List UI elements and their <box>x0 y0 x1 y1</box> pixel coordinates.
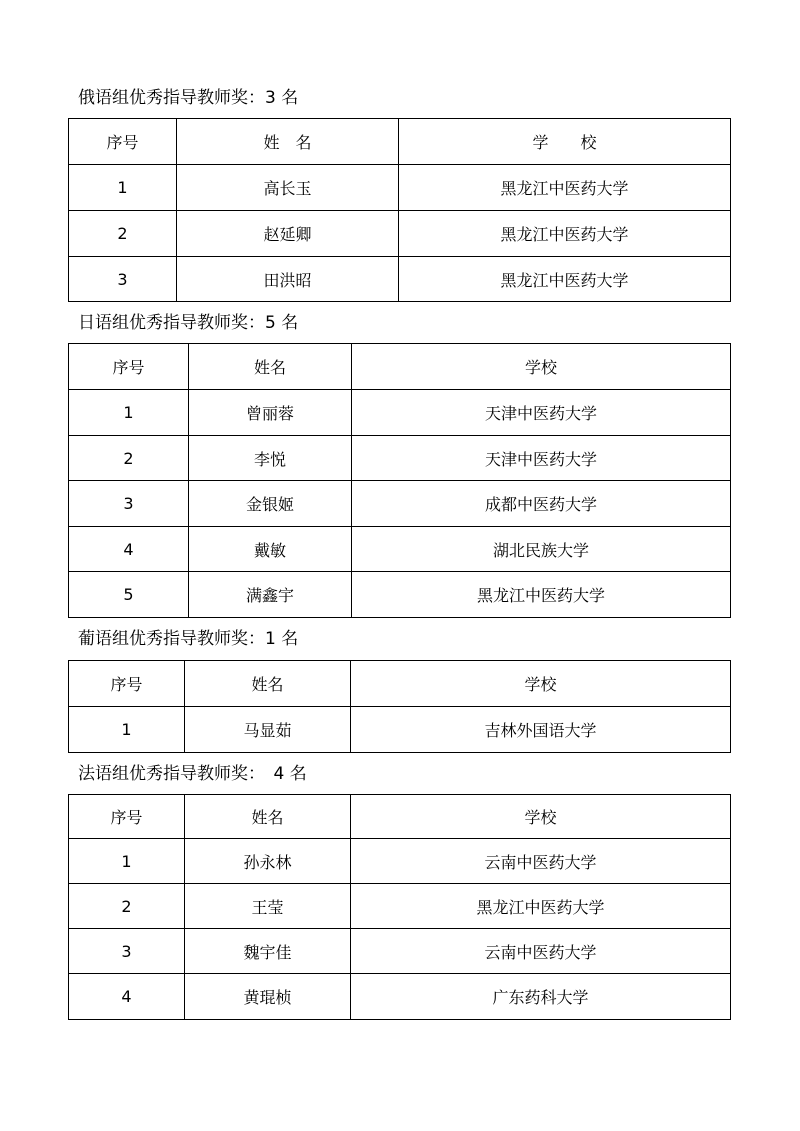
portuguese-award-table <box>68 660 731 753</box>
header-name: 姓名 <box>189 344 352 390</box>
header-school: 学校 <box>351 795 731 839</box>
cell-index: 2 <box>69 436 189 481</box>
cell-name: 孙永林 <box>185 839 351 884</box>
cell-name: 金银姬 <box>189 481 352 527</box>
cell-index: 5 <box>69 572 189 618</box>
cell-school: 黑龙江中医药大学 <box>351 884 731 929</box>
table-row <box>69 839 731 884</box>
japanese-award-table <box>68 343 731 618</box>
table-row <box>69 929 731 974</box>
cell-name: 戴敏 <box>189 527 352 572</box>
cell-index: 4 <box>69 974 185 1020</box>
cell-school: 广东药科大学 <box>351 974 731 1020</box>
table-row <box>69 211 731 257</box>
cell-index: 1 <box>69 707 185 753</box>
cell-index: 2 <box>69 884 185 929</box>
table-header-row <box>69 795 731 839</box>
header-index: 序号 <box>69 661 185 707</box>
russian-award-table <box>68 118 731 302</box>
table-row <box>69 481 731 527</box>
section-title-french: 法语组优秀指导教师奖： 4 名 <box>78 764 307 784</box>
header-name: 姓名 <box>185 795 351 839</box>
table-row <box>69 707 731 753</box>
header-school: 学校 <box>352 344 731 390</box>
table-row <box>69 572 731 618</box>
header-school: 学 校 <box>399 119 731 165</box>
cell-school: 成都中医药大学 <box>352 481 731 527</box>
cell-index: 3 <box>69 257 177 302</box>
table-row <box>69 390 731 436</box>
header-school: 学校 <box>351 661 731 707</box>
cell-index: 3 <box>69 929 185 974</box>
table-row <box>69 974 731 1020</box>
table-header-row <box>69 119 731 165</box>
table-header-row <box>69 661 731 707</box>
header-name: 姓名 <box>185 661 351 707</box>
cell-school: 黑龙江中医药大学 <box>399 257 731 302</box>
cell-school: 天津中医药大学 <box>352 436 731 481</box>
cell-name: 李悦 <box>189 436 352 481</box>
table-row <box>69 884 731 929</box>
cell-school: 云南中医药大学 <box>351 929 731 974</box>
cell-index: 1 <box>69 165 177 211</box>
cell-name: 黄琨桢 <box>185 974 351 1020</box>
cell-school: 天津中医药大学 <box>352 390 731 436</box>
cell-name: 高长玉 <box>177 165 399 211</box>
cell-name: 赵延卿 <box>177 211 399 257</box>
cell-school: 黑龙江中医药大学 <box>399 211 731 257</box>
cell-name: 魏宇佳 <box>185 929 351 974</box>
table-row <box>69 527 731 572</box>
table-row <box>69 436 731 481</box>
cell-name: 马显茹 <box>185 707 351 753</box>
cell-index: 4 <box>69 527 189 572</box>
table-row <box>69 165 731 211</box>
cell-school: 黑龙江中医药大学 <box>399 165 731 211</box>
cell-school: 黑龙江中医药大学 <box>352 572 731 618</box>
header-name: 姓 名 <box>177 119 399 165</box>
section-title-portuguese: 葡语组优秀指导教师奖：1 名 <box>78 629 299 649</box>
table-row <box>69 257 731 302</box>
section-title-japanese: 日语组优秀指导教师奖：5 名 <box>78 313 299 333</box>
table-header-row <box>69 344 731 390</box>
cell-index: 3 <box>69 481 189 527</box>
header-index: 序号 <box>69 344 189 390</box>
cell-name: 满鑫宇 <box>189 572 352 618</box>
cell-name: 曾丽蓉 <box>189 390 352 436</box>
header-index: 序号 <box>69 119 177 165</box>
cell-name: 王莹 <box>185 884 351 929</box>
cell-index: 1 <box>69 390 189 436</box>
header-index: 序号 <box>69 795 185 839</box>
cell-index: 1 <box>69 839 185 884</box>
cell-school: 湖北民族大学 <box>352 527 731 572</box>
section-title-russian: 俄语组优秀指导教师奖：3 名 <box>78 88 299 108</box>
cell-name: 田洪昭 <box>177 257 399 302</box>
cell-school: 云南中医药大学 <box>351 839 731 884</box>
cell-school: 吉林外国语大学 <box>351 707 731 753</box>
cell-index: 2 <box>69 211 177 257</box>
french-award-table <box>68 794 731 1020</box>
